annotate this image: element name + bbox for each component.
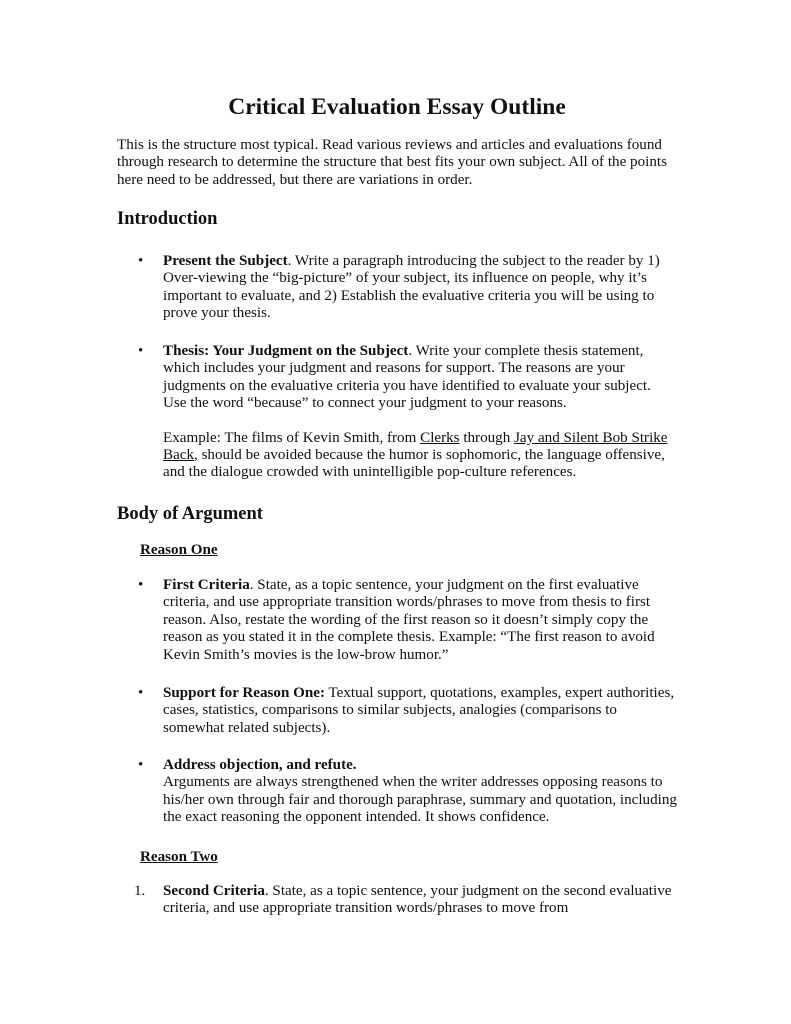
- list-item-second-criteria: [134, 883, 677, 918]
- item-text: . State, as a topic sentence, your judgment on the first evaluative criteria, and use appropriate transition words/phrases to move from thesis to first reason. Also, restate the wording of the first reason so it doesn’t simply copy the reason as you stated it in the complete thesis. Example: “The first reason to avoid Kevin Smith’s movies is the low-brow humor.”: [163, 577, 655, 663]
- section-heading-introduction: Introduction: [117, 209, 218, 229]
- item-bold-label: First Criteria: [163, 577, 250, 593]
- thesis-example: Example: The films of Kevin Smith, from Clerks through Jay and Silent Bob Strike Back, should be avoided because the humor is sophomoric, the language offensive, and the dialogue crowded with unintelligible pop-culture references.: [163, 429, 668, 481]
- item-bold-label: Present the Subject: [163, 253, 288, 269]
- section-heading-body-of-argument: Body of Argument: [117, 504, 263, 524]
- bullet-icon: •: [138, 757, 144, 773]
- intro-paragraph: This is the structure most typical. Read various reviews and articles and evaluations found through research to determine the structure that best fits your own subject. All of the points here need to be addressed, but there are variations in order.: [117, 137, 667, 188]
- list-item-first-criteria: [138, 577, 677, 664]
- list-item-support-reason-one: [138, 685, 677, 737]
- document-title: Critical Evaluation Essay Outline: [228, 94, 566, 120]
- item-text: . Write your complete thesis statement, which includes your judgment and reasons for support. The reasons are your judgments on the evaluative criteria you have identified to evaluate your subject. Use the word “because” to connect your judgment to your reasons.: [163, 343, 651, 412]
- item-bold-label: Support for Reason One:: [163, 685, 325, 701]
- bullet-icon: •: [138, 577, 144, 593]
- item-bold-label: Second Criteria: [163, 883, 265, 899]
- bullet-icon: •: [138, 685, 144, 701]
- list-number: 1.: [134, 883, 146, 899]
- item-text: Arguments are always strengthened when the writer addresses opposing reasons to his/her own through fair and thorough paraphrase, summary and quotation, including the exact reasoning the opponent intended. It shows confidence.: [163, 774, 677, 826]
- bullet-icon: •: [138, 343, 144, 359]
- list-item-thesis: [138, 343, 677, 482]
- subsection-heading-reason-two: Reason Two: [140, 849, 218, 865]
- film-title-jay-silent-bob: Jay and Silent Bob Strike Back: [163, 429, 668, 464]
- item-text: Textual support, quotations, examples, expert authorities, cases, statistics, comparisons to similar subjects, analogies (comparisons to somewhat related subjects).: [163, 685, 675, 736]
- list-item-present-subject: [138, 253, 677, 323]
- bullet-icon: •: [138, 253, 144, 269]
- subsection-heading-reason-one: Reason One: [140, 542, 218, 558]
- item-bold-label: Address objection, and refute.: [163, 757, 357, 773]
- item-text: . State, as a topic sentence, your judgment on the second evaluative criteria, and use appropriate transition words/phrases to move from: [163, 883, 672, 917]
- item-bold-label: Thesis: Your Judgment on the Subject: [163, 343, 409, 359]
- list-item-address-objection: [138, 757, 677, 827]
- item-text: . Write a paragraph introducing the subject to the reader by 1) Over-viewing the “big-picture” of your subject, its influence on people, why it’s important to evaluate, and 2) Establish the evaluative criteria you will be using to prove your thesis.: [163, 253, 660, 322]
- film-title-clerks: Clerks: [420, 429, 460, 446]
